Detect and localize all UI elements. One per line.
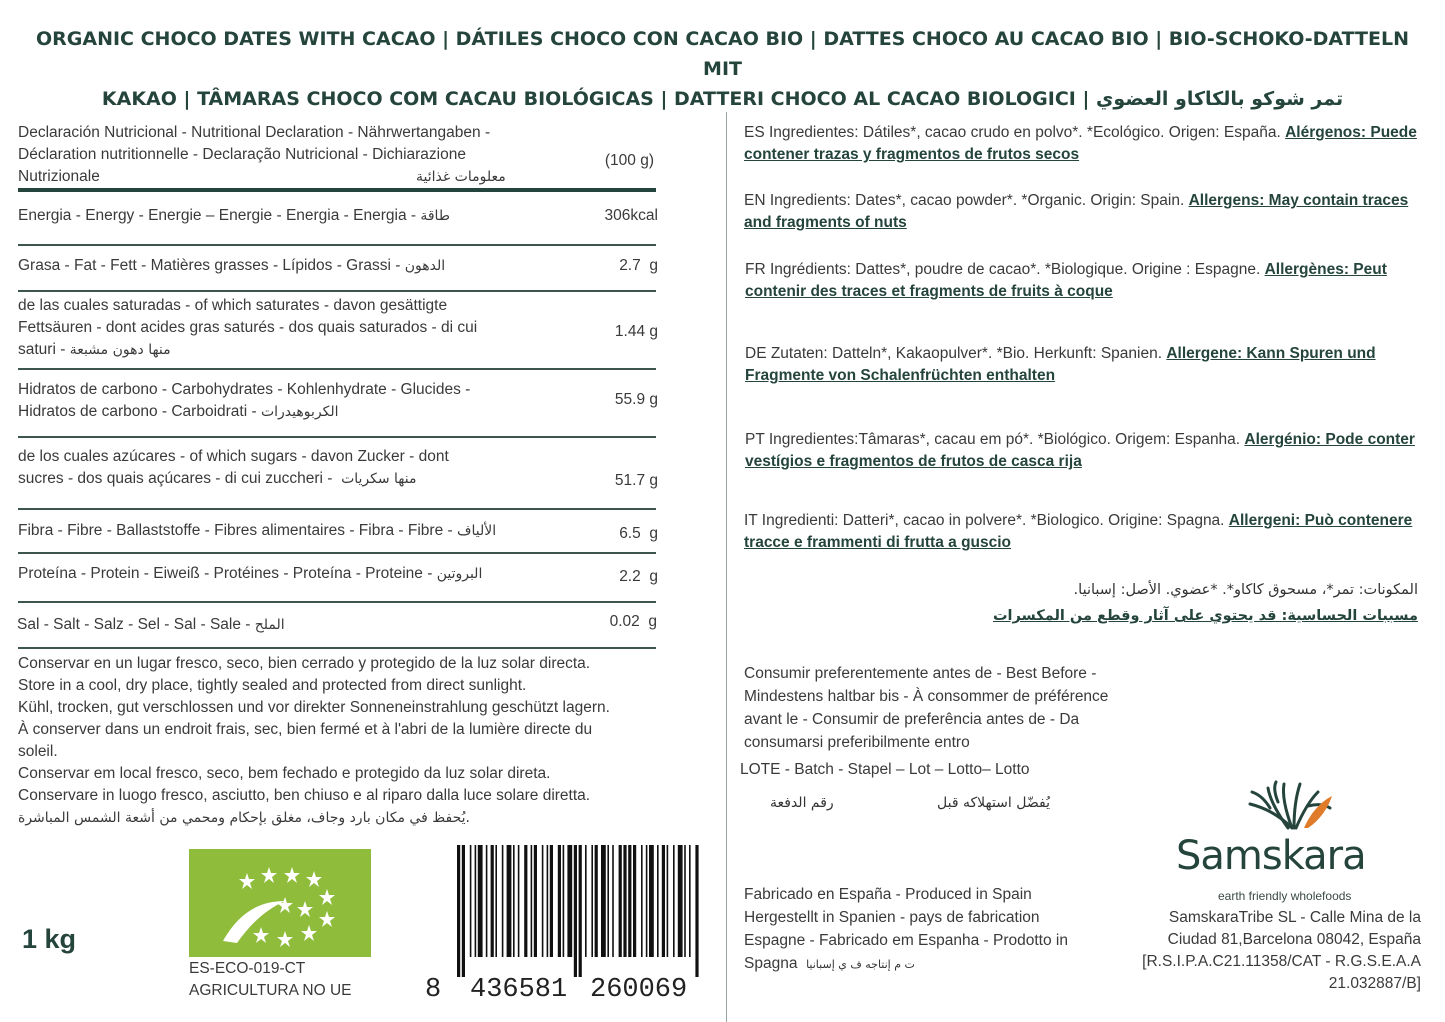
row-protein [18,563,658,587]
row-label: sucres - dos quais açúcares - di cui zuccheri - [18,470,333,487]
table-rule [18,508,656,510]
allergen-text: Allergene: Kann Spuren und Fragmente von Schalenfrüchten enthalten [745,345,1376,384]
row-label: Hidratos de carbono - Carboidrati - [18,403,257,420]
barcode-bar [601,845,606,957]
row-unit: g [649,568,658,585]
barcode-bar [491,845,494,957]
lot-label: LOTE - Batch - Stapel – Lot – Lotto– Lotto [740,761,1030,778]
barcode-bar [563,845,565,957]
ingredients-text: DE Zutaten: Datteln*, Kakaopulver*. *Bio. Herkunft: Spanien. [745,345,1167,362]
barcode-bar [475,845,477,957]
brand-name: Samskara [1176,833,1366,879]
allergen-text: Alérgenos: Puede contener trazas y fragmentos de frutos secos [744,124,1417,163]
storage-line: À conserver dans un endroit frais, sec, bien fermé et à l'abri de la lumière directe du [18,721,593,738]
eu-certification [189,958,352,1002]
row-value: 306 [604,207,631,224]
eu-organic-logo [189,849,371,957]
barcode-bar [684,845,686,957]
barcode-digit-first: 8 [425,975,442,1005]
barcode-bar [662,845,665,957]
storage-line-arabic: يُحفظ في مكان بارد وجاف، مغلق بإحكام ومحمي من أشعة الشمس المباشرة. [18,810,470,826]
barcode-bar [628,845,631,957]
address-line: [R.S.I.P.A.C21.11358/CAT - R.G.S.E.A.A [1142,953,1421,970]
table-rule [18,290,656,292]
row-label-arabic: الملح [254,617,285,633]
title-line-1: ORGANIC CHOCO DATES WITH CACAO | DÁTILES CHOCO CON CACAO BIO | DATTES CHOCO AU CACAO BIO | BIO-SCHOKO-DATTELN MIT [35,28,1410,80]
row-value: 2.7 [619,257,641,274]
storage-line: Conservar en un lugar fresco, seco, bien cerrado y protegido de la luz solar directa. [18,655,591,672]
row-label: Hidratos de carbono - Carbohydrates - Kohlenhydrate - Glucides - [18,381,471,398]
barcode-bar [524,845,527,957]
barcode-bar [646,845,648,957]
row-label-arabic: الألياف [457,523,497,539]
row-fat [18,255,658,279]
eu-agriculture-origin: AGRICULTURA NO UE [189,982,352,999]
allergen-text: Allergeni: Può contenere tracce e frammenti di frutta a guscio [744,512,1413,551]
row-label-arabic: طاقة [420,208,450,224]
barcode-bar [579,845,582,977]
batch-arabic: رقم الدفعة [770,795,834,811]
row-saturates [18,295,658,361]
row-label: Fibra - Fibre - Ballaststoffe - Fibres alimentaires - Fibra - Fibre - [18,522,453,539]
storage-line: Kühl, trocken, gut verschlossen und vor direkter Sonneneinstrahlung geschützt lagern. [18,699,610,716]
row-energy [18,205,658,229]
ingredients-text: EN Ingredients: Dates*, cacao powder*. *Organic. Origin: Spain. [744,192,1189,209]
row-label: saturi - [18,341,66,358]
barcode-bar [649,845,654,957]
table-rule [18,552,656,554]
row-value: 51.7 [614,472,646,489]
row-sugars [18,446,658,490]
ingredients-en [744,190,1424,234]
row-value: 0.02 [609,613,640,630]
row-carbohydrates [18,379,658,423]
made-in [744,883,1094,976]
row-unit: kcal [630,207,658,224]
barcode-bar [695,845,698,977]
barcode [455,845,700,977]
best-before-arabic: يُفضّل استهلاكه قبل [937,795,1050,811]
made-in-text: Fabricado en España - Produced in Spain Hergestellt in Spanien - pays de fabrication Espagne - Fabricado em Espanha - Prodotto in Spagna [744,886,1068,972]
eu-control-code: ES-ECO-019-CT [189,960,306,977]
ingredients-text: PT Ingredientes:Tâmaras*, cacau em pó*. *Biológico. Origem: Espanha. [745,431,1245,448]
row-value: 1.44 [614,323,646,340]
row-unit: g [649,525,658,542]
barcode-bar [457,845,460,977]
company-address [1121,907,1421,995]
storage-line: Store in a cool, dry place, tightly sealed and protected from direct sunlight. [18,677,527,694]
barcode-bar [531,845,533,957]
brand-tagline: earth friendly wholefoods [1218,889,1352,903]
barcode-bar [513,845,515,957]
row-label-arabic: منها سكريات [341,471,417,487]
row-value: 55.9 [614,391,646,408]
storage-line: Conservar em local fresco, seco, bem fechado e protegido da luz solar direta. [18,765,551,782]
row-label-arabic: البروتين [436,566,483,582]
barcode-bar [507,845,512,957]
barcode-bar [495,845,497,957]
storage-instructions [18,653,698,829]
storage-line: Conservare in luogo fresco, asciutto, ben chiuso e al riparo dalla luce solare diretta. [18,787,591,804]
table-rule [18,244,656,246]
barcode-bar [612,845,614,957]
barcode-bar [502,845,504,957]
ingredients-pt [745,429,1425,473]
table-rule [18,647,656,649]
row-value: 2.2 [619,568,641,585]
eu-leaf-stars-icon [189,849,371,957]
barcode-bar [462,845,465,977]
row-label: de los cuales azúcares - of which sugars - davon Zucker - dont [18,448,449,465]
nutrition-header-line: Declaración Nutricional - Nutritional Declaration - Nährwertangaben - [18,124,491,141]
product-title [20,24,1425,114]
barcode-bar [689,845,691,957]
row-unit: g [648,613,657,630]
barcode-bar [486,845,488,957]
row-unit: g [649,257,658,274]
title-line-2: KAKAO | TÂMARAS CHOCO COM CACAU BIOLÓGICAS | DATTERI CHOCO AL CACAO BIOLOGICI | تمر شوكو بالكاكاو العضوي [101,88,1344,110]
per-100g: (100 g) [604,152,654,169]
net-weight: 1 kg [22,924,77,954]
allergen-text-arabic: مسببات الحساسية: قد يحتوي على آثار وقطع من المكسرات [992,608,1418,624]
row-unit: g [649,323,658,340]
row-label: Sal - Salt - Salz - Sel - Sal - Sale - [17,616,251,633]
barcode-bar [595,845,598,957]
row-unit: g [649,391,658,408]
ingredients-text-arabic: المكونات: تمر*، مسحوق كاكاو*. *عضوي. الأصل: إسبانيا. [1073,582,1418,598]
ingredients-fr [745,259,1425,303]
table-rule [18,188,656,192]
barcode-bar [619,845,622,957]
row-unit: g [649,472,658,489]
barcode-bar [633,845,636,957]
barcode-bar [657,845,659,957]
best-before: Consumir preferentemente antes de - Best Before - Mindestens haltbar bis - À consommer de préférence avant le - Consumir de preferência antes de - Da consumarsi preferibilmente entro [744,665,1109,751]
row-salt [17,614,657,638]
barcode-bar [550,845,553,957]
nutrition-header-line: Déclaration nutritionnelle - Declaração Nutricional - Dichiarazione [18,146,466,163]
table-rule [18,601,656,603]
ingredients-es [744,122,1424,166]
barcode-bars [455,845,700,977]
barcode-bar [558,845,561,957]
row-label: de las cuales saturadas - of which saturates - davon gesättigte [18,297,448,314]
address-line: SamskaraTribe SL - Calle Mina de la [1168,909,1421,926]
row-label-arabic: الكربوهيدرات [260,404,339,420]
allergen-text: Allergens: May contain traces and fragments of nuts [744,192,1409,231]
storage-line: soleil. [18,743,58,760]
row-label-arabic: منها دهون مشبعة [69,342,171,358]
ingredients-it [744,510,1424,554]
coral-tree-icon [1170,778,1415,838]
ingredients-text: IT Ingredienti: Datteri*, cacao in polvere*. *Biologico. Origine: Spagna. [744,512,1229,529]
row-label: Fettsäuren - dont acides gras saturés - dos quais saturados - di cui [18,319,478,336]
barcode-bar [591,845,593,957]
nutrition-header [18,122,658,188]
barcode-bar [534,845,537,957]
barcode-bar [470,845,472,957]
nutrition-header-line: Nutrizionale [18,168,100,185]
barcode-bar [542,845,544,957]
column-divider [726,112,727,1022]
row-label: Proteína - Protein - Eiweiß - Protéines - Proteína - Proteine - [18,565,433,582]
barcode-bar [673,845,675,957]
row-fibre [18,520,658,544]
barcode-bar [547,845,549,957]
barcode-bar [574,845,577,977]
table-rule [18,368,656,370]
address-line: 21.032887/B] [1328,975,1421,992]
barcode-bar [518,845,520,957]
row-value: 6.5 [619,525,641,542]
row-label-arabic: الدهون [404,258,446,274]
allergen-text: Allergènes: Peut contenir des traces et fragments de fruits à coque [745,261,1387,300]
allergen-text: Alergénio: Pode conter vestígios e fragmentos de frutos de casca rija [745,431,1415,470]
address-line: Ciudad 81,Barcelona 08042, España [1167,931,1421,948]
table-rule [18,436,656,438]
barcode-bar [678,845,683,957]
ingredients-text: FR Ingrédients: Dattes*, poudre de cacao*. *Biologique. Origine : Espagne. [745,261,1265,278]
row-label: Grasa - Fat - Fett - Matières grasses - Lípidos - Grassi - [18,257,401,274]
ingredients-de [745,343,1425,387]
ingredients-text: ES Ingredientes: Dátiles*, cacao crudo en polvo*. *Ecológico. Origen: España. [744,124,1286,141]
barcode-bar [623,845,626,957]
barcode-bar [667,845,669,957]
barcode-bar [607,845,609,957]
barcode-digits-right: 260069 [590,975,688,1005]
ingredients-ar [993,577,1418,629]
nutrition-header-arabic: معلومات غذائية [416,169,506,185]
barcode-digits-left: 436581 [470,975,568,1005]
barcode-bar [641,845,643,957]
row-label: Energia - Energy - Energie – Energie - Energia - Energia - [18,207,417,224]
made-in-arabic: ت م إنتاجه ف ي إسبانيا [806,958,915,971]
barcode-bar [567,845,572,957]
barcode-bar [585,845,587,957]
barcode-bar [478,845,483,957]
